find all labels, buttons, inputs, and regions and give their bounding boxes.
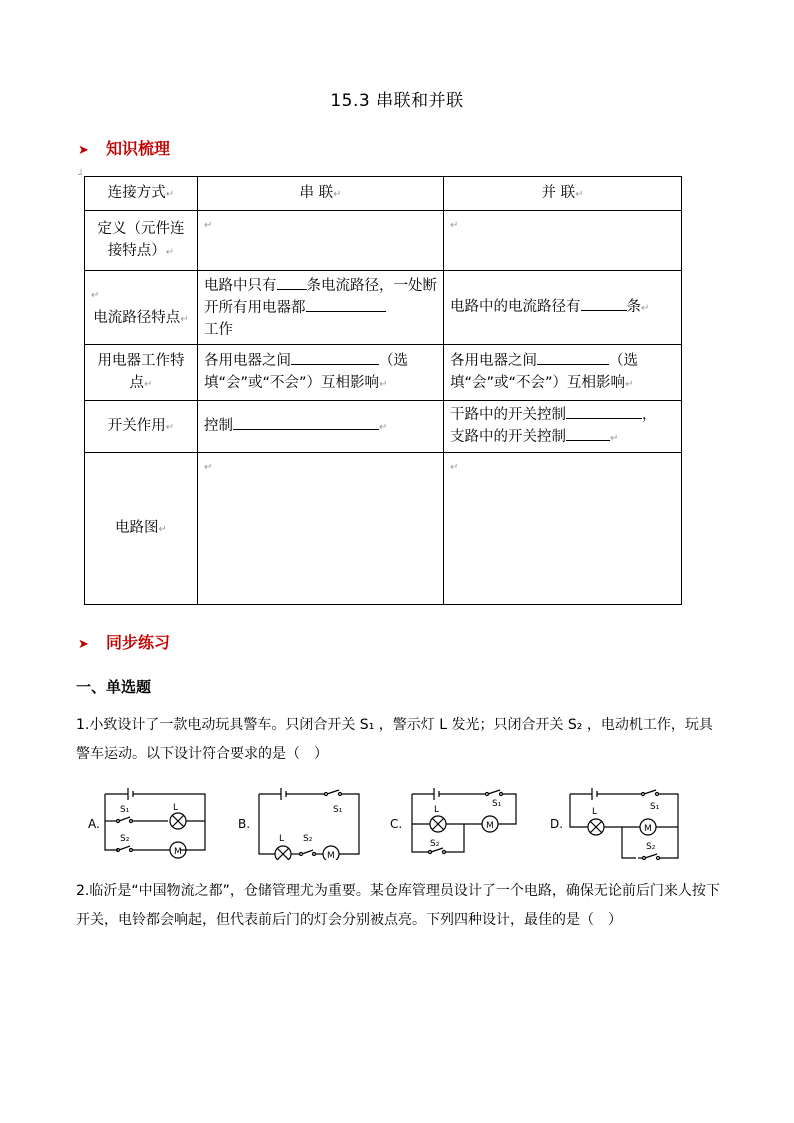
motor-label: M (327, 851, 335, 860)
switch-label: S₁ (120, 805, 130, 815)
switch-label: S₁ (333, 805, 343, 815)
question-2: 2.临沂是“中国物流之都”，仓储管理尤为重要。某仓库管理员设计了一个电路，确保无论前后门来人按下开关，电铃都会响起，但代表前后门的灯会分别被点亮。下列四种设计，最佳的是（ ） (76, 883, 720, 928)
section-header-knowledge (78, 136, 170, 159)
table-row (85, 453, 682, 605)
switch-label: S₁ (492, 799, 502, 809)
table-header-cell: 连接方式↵ (85, 177, 198, 211)
table-row (85, 211, 682, 271)
circuit-diagram-c (408, 784, 520, 860)
section-header-practice (78, 630, 170, 653)
switch-label: S₂ (120, 834, 130, 844)
question-1: 1.小致设计了一款电动玩具警车。只闭合开关 S₁ ，警示灯 L 发光；只闭合开关 S₂ ，电动机工作，玩具警车运动。以下设计符合要求的是（ ） (76, 717, 713, 762)
motor-label: M (644, 824, 652, 834)
row-label: ↵ 电流路径特点↵ (85, 271, 198, 345)
arrow-icon: ➤ (78, 637, 89, 652)
lamp-label: L (592, 807, 598, 817)
section-title: 知识梳理 (106, 139, 171, 158)
knowledge-table (84, 176, 682, 605)
table-cell: ↵ (444, 453, 682, 605)
option-label: C. (390, 817, 403, 831)
table-corner-mark: ┘ (78, 170, 85, 181)
switch-label: S₂ (646, 842, 656, 852)
switch-label: S₂ (303, 834, 313, 844)
question-type-heading: 一、单选题 (76, 678, 152, 696)
table-cell: 各用电器之间 （选填“会”或“不会”）互相影响↵ (444, 345, 682, 401)
table-cell: 各用电器之间 （选填“会”或“不会”）互相影响↵ (198, 345, 444, 401)
table-cell: ↵ (444, 211, 682, 271)
table-cell: 电路中的电流路径有 条↵ (444, 271, 682, 345)
option-label: A. (88, 817, 100, 831)
table-header-cell: 并 联↵ (444, 177, 682, 211)
switch-label: S₂ (430, 839, 440, 849)
row-label: 用电器工作特点↵ (85, 345, 198, 401)
table-cell: ↵ (198, 211, 444, 271)
motor-label: M (174, 847, 182, 857)
page-title: 15.3 串联和并联 (330, 91, 464, 111)
lamp-label: L (279, 834, 285, 844)
table-row (85, 177, 682, 211)
lamp-label: L (173, 803, 179, 813)
lamp-label: L (434, 805, 440, 815)
switch-label: S₁ (650, 802, 660, 812)
row-label: 电路图↵ (85, 453, 198, 605)
row-label: 定义（元件连接特点）↵ (85, 211, 198, 271)
circuit-diagram-a (100, 784, 210, 860)
arrow-icon: ➤ (78, 143, 89, 158)
section-title: 同步练习 (106, 633, 171, 652)
table-cell: 电路中只有 条电流路径，一处断开所有用电器都 工作 (198, 271, 444, 345)
row-label: 开关作用↵ (85, 401, 198, 453)
table-cell: ↵ (198, 453, 444, 605)
option-label: D. (550, 817, 564, 831)
table-header-cell: 串 联↵ (198, 177, 444, 211)
option-label: B. (238, 817, 251, 831)
motor-label: M (486, 821, 494, 831)
table-cell: 控制 ↵ (198, 401, 444, 453)
table-row (85, 271, 682, 345)
table-cell: 干路中的开关控制 ， 支路中的开关控制 ↵ (444, 401, 682, 453)
table-row (85, 401, 682, 453)
table-row (85, 345, 682, 401)
circuit-diagram-d (566, 784, 684, 864)
circuit-diagram-b (255, 784, 365, 860)
